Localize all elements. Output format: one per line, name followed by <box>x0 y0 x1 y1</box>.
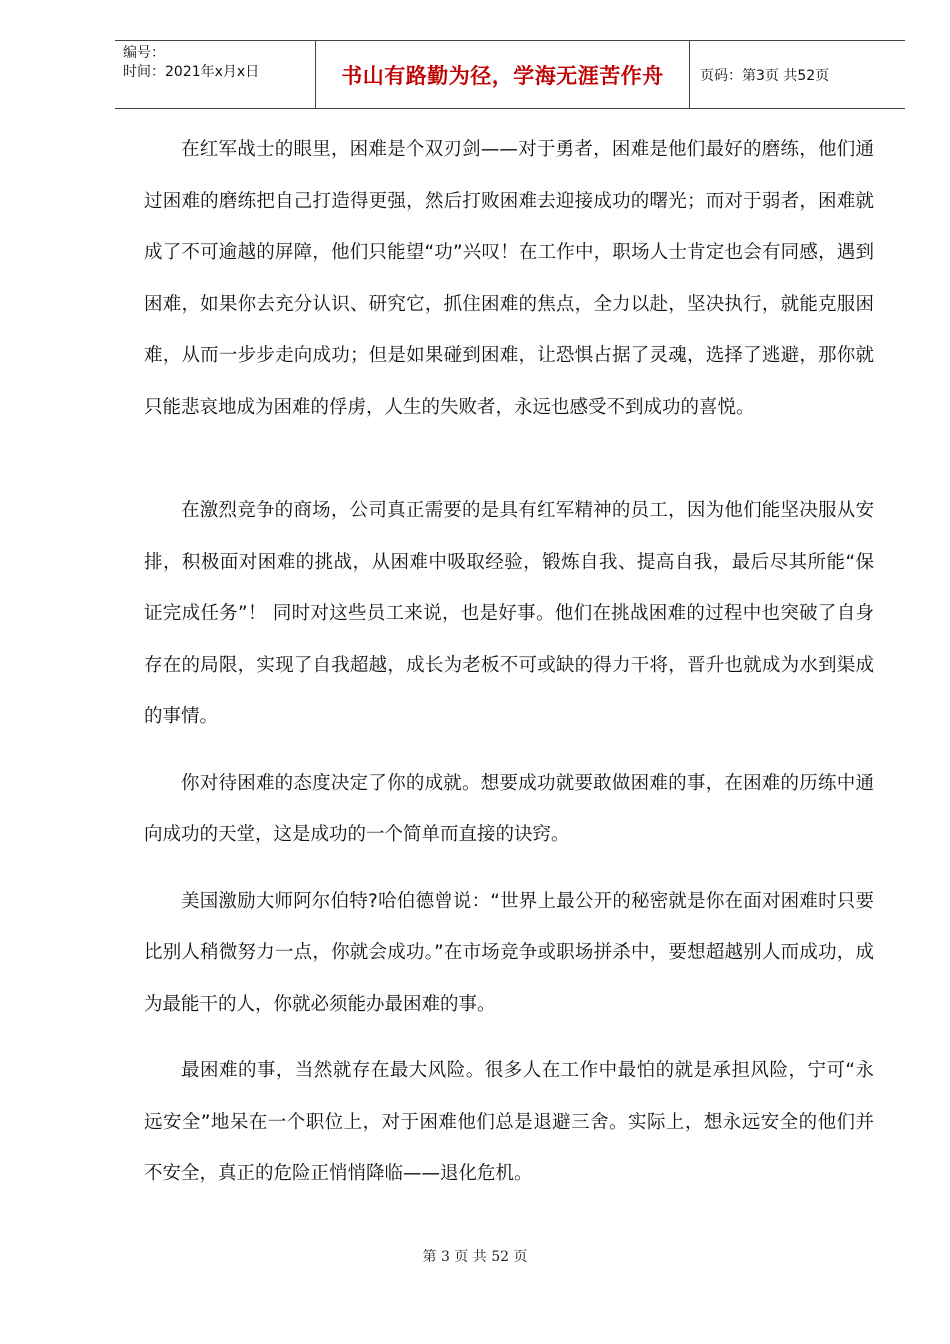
paragraph-spacer <box>144 743 874 758</box>
paragraph: 最困难的事，当然就存在最大风险。很多人在工作中最怕的就是承担风险，宁可“永远安全”地呆在一个职位上，对于困难他们总是退避三舍。实际上，想永远安全的他们并不安全，真正的危险正悄悄降临——退化危机。 <box>144 1060 874 1184</box>
paragraph-spacer <box>144 433 874 485</box>
paragraph: 美国激励大师阿尔伯特?哈伯德曾说：“世界上最公开的秘密就是你在面对困难时只要比别人稍微努力一点，你就会成功。”在市场竞争或职场拼杀中，要想超越别人而成功，成为最能干的人，你就必须能办最困难的事。 <box>144 890 874 1015</box>
page-header <box>115 40 905 109</box>
paragraph: 在红军战士的眼里，困难是个双刃剑——对于勇者，困难是他们最好的磨练，他们通过困难的磨练把自己打造得更强，然后打败困难去迎接成功的曙光；而对于弱者，困难就成了不可逾越的屏障，他们只能望“功”兴叹！在工作中，职场人士肯定也会有同感，遇到困难，如果你去充分认识、研究它，抓住困难的焦点，全力以赴，坚决执行，就能克服困难，从而一步步走向成功；但是如果碰到困难，让恐惧占据了灵魂，选择了逃避，那你就只能悲哀地成为困难的俘虏，人生的失败者，永远也感受不到成功的喜悦。 <box>144 139 874 418</box>
header-page-cell <box>690 41 905 108</box>
paragraph: 你对待困难的态度决定了你的成就。想要成功就要敢做困难的事，在困难的历练中通向成功的天堂，这是成功的一个简单而直接的诀窍。 <box>144 772 874 845</box>
date-label: 时间：2021年x月x日 <box>123 64 260 80</box>
serial-number-label: 编号： <box>123 45 165 61</box>
header-motto: 书山有路勤为径，学海无涯苦作舟 <box>341 62 664 88</box>
header-meta-cell <box>115 41 316 108</box>
paragraph-spacer <box>144 1030 874 1045</box>
header-page-number: 页码：第3页 共52页 <box>700 67 830 84</box>
document-body <box>144 124 874 1200</box>
page-footer <box>0 1246 950 1266</box>
footer-page-number: 第 3 页 共 52 页 <box>422 1249 528 1265</box>
header-motto-cell <box>316 41 690 108</box>
paragraph-spacer <box>144 861 874 876</box>
paragraph: 在激烈竞争的商场，公司真正需要的是具有红军精神的员工，因为他们能坚决服从安排，积极面对困难的挑战，从困难中吸取经验，锻炼自我、提高自我，最后尽其所能“保证完成任务”！ 同时对这些员工来说，也是好事。他们在挑战困难的过程中也突破了自身存在的局限，实现了自我超越，成长为老板不可或缺的得力干将，晋升也就成为水到渠成的事情。 <box>144 500 874 727</box>
